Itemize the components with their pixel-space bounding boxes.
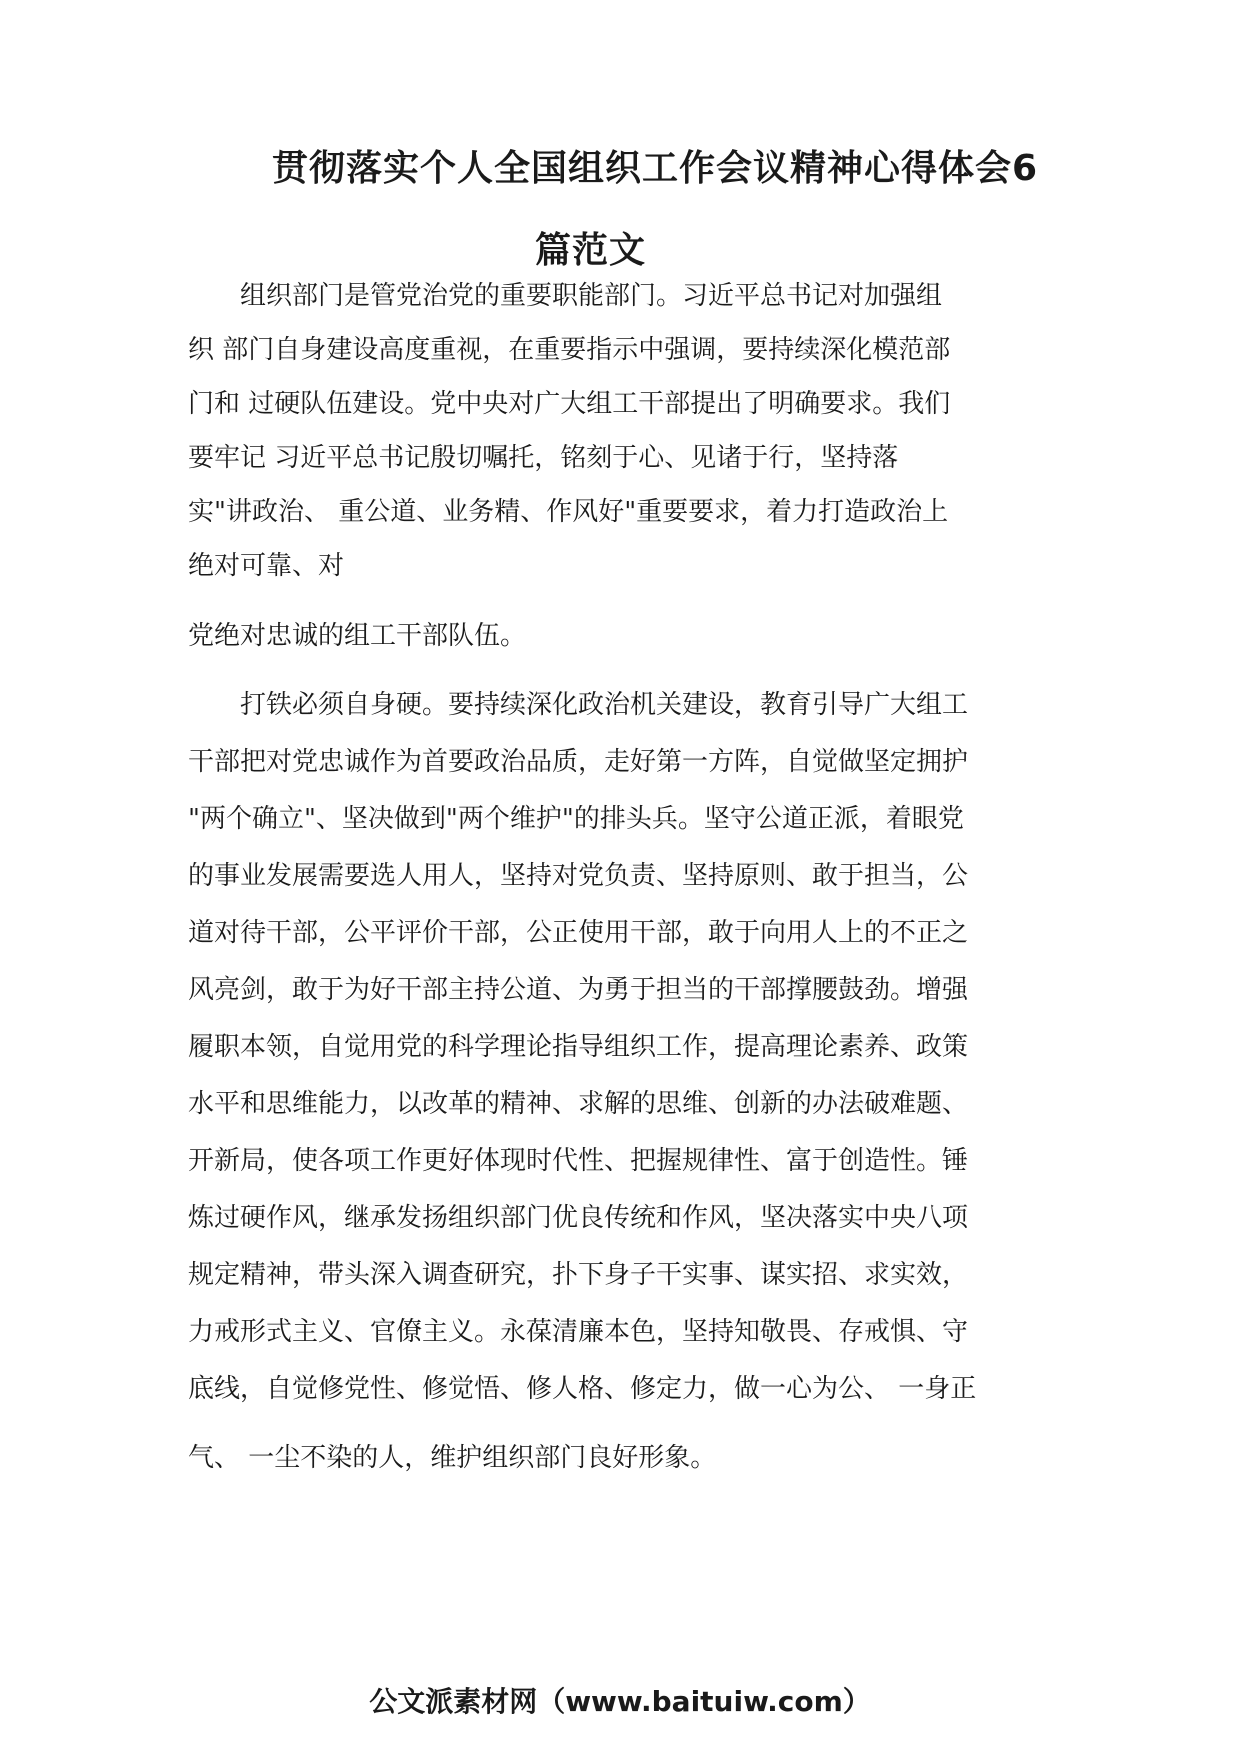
paragraph-2-line: "两个确立"、坚决做到"两个维护"的排头兵。坚守公道正派，着眼党: [188, 804, 964, 834]
paragraph-1-line: 实"讲政治、 重公道、业务精、作风好"重要要求，着力打造政治上: [188, 497, 949, 527]
paragraph-2-line: 履职本领，自觉用党的科学理论指导组织工作，提高理论素养、政策: [188, 1032, 969, 1062]
paragraph-1-line: 绝对可靠、对: [188, 551, 345, 581]
paragraph-1-line: 要牢记 习近平总书记殷切嘱托，铭刻于心、见诸于行，坚持落: [188, 443, 899, 473]
paragraph-1-line: 织 部门自身建设高度重视，在重要指示中强调，要持续深化模范部: [188, 335, 951, 365]
paragraph-2-line: 规定精神，带头深入调查研究，扑下身子干实事、谋实招、求实效，: [188, 1260, 969, 1290]
paragraph-2-line: 水平和思维能力，以改革的精神、求解的思维、创新的办法破难题、: [188, 1089, 969, 1119]
paragraph-2-line: 炼过硬作风，继承发扬组织部门优良传统和作风，坚决落实中央八项: [188, 1203, 969, 1233]
paragraph-2-line: 气、 一尘不染的人，维护组织部门良好形象。: [188, 1443, 717, 1473]
paragraph-2-line: 开新局，使各项工作更好体现时代性、把握规律性、富于创造性。锤: [188, 1146, 969, 1176]
paragraph-1-line: 组织部门是管党治党的重要职能部门。习近平总书记对加强组: [240, 281, 943, 311]
footer-watermark: 公文派素材网（www.baituiw.com）: [369, 1685, 871, 1718]
paragraph-2-line: 道对待干部，公平评价干部，公正使用干部，敢于向用人上的不正之: [188, 918, 969, 948]
document-title-line-1: 贯彻落实个人全国组织工作会议精神心得体会6: [272, 148, 1039, 189]
paragraph-1-line: 门和 过硬队伍建设。党中央对广大组工干部提出了明确要求。我们: [188, 389, 951, 419]
paragraph-1-line: 党绝对忠诚的组工干部队伍。: [188, 621, 527, 651]
paragraph-2-line: 风亮剑，敢于为好干部主持公道、为勇于担当的干部撑腰鼓劲。增强: [188, 975, 969, 1005]
paragraph-2-line: 打铁必须自身硬。要持续深化政治机关建设，教育引导广大组工: [240, 690, 969, 720]
paragraph-2-line: 干部把对党忠诚作为首要政治品质，走好第一方阵，自觉做坚定拥护: [188, 747, 969, 777]
paragraph-2-line: 的事业发展需要选人用人，坚持对党负责、坚持原则、敢于担当，公: [188, 861, 969, 891]
document-title-line-2: 篇范文: [535, 230, 647, 271]
paragraph-2-line: 底线，自觉修党性、修觉悟、修人格、修定力，做一心为公、 一身正: [188, 1374, 977, 1404]
paragraph-2-line: 力戒形式主义、官僚主义。永葆清廉本色，坚持知敬畏、存戒惧、守: [188, 1317, 969, 1347]
